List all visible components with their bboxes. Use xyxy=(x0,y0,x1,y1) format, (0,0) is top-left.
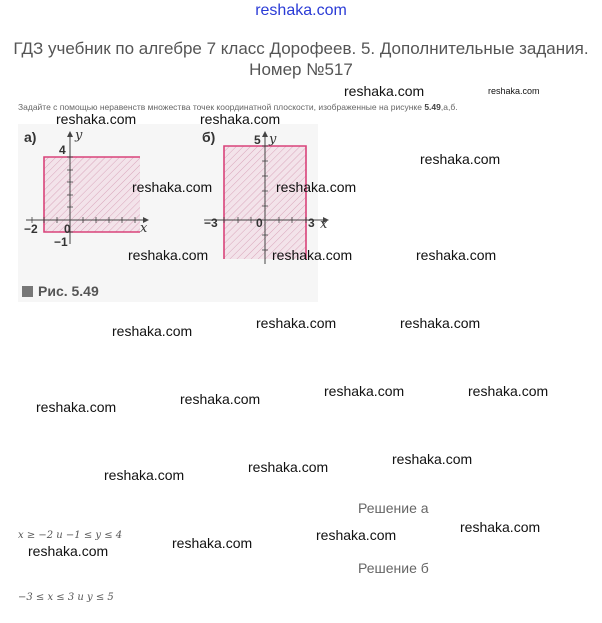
task-suffix: ,а,б. xyxy=(440,102,458,112)
caption-marker xyxy=(22,286,33,297)
watermark: reshaka.com xyxy=(468,383,549,399)
watermark: reshaka.com xyxy=(276,179,357,195)
y-label-a: y xyxy=(75,128,83,143)
watermark: reshaka.com xyxy=(316,527,397,543)
solution-b-heading: Решение б xyxy=(358,560,429,576)
tick-y-max-a: 4 xyxy=(59,143,66,157)
watermark: reshaka.com xyxy=(324,383,405,399)
figure-ref: 5.49 xyxy=(424,102,441,112)
origin-b: 0 xyxy=(256,216,263,230)
solution-b-formula: −3 ≤ x ≤ 3 и y ≤ 5 xyxy=(18,592,114,603)
watermark: reshaka.com xyxy=(172,535,253,551)
x-label-a: x xyxy=(140,221,148,236)
watermark: reshaka.com xyxy=(344,83,425,99)
figure xyxy=(18,124,328,302)
watermark: reshaka.com xyxy=(104,467,185,483)
watermark: reshaka.com xyxy=(488,86,540,96)
solution-a-formula: x ≥ −2 и −1 ≤ y ≤ 4 xyxy=(18,530,123,541)
watermark: reshaka.com xyxy=(180,391,261,407)
page-title: ГДЗ учебник по алгебре 7 класс Дорофеев. 5. Дополнительные задания. Номер №517 xyxy=(13,39,589,79)
tick-y-max-b: 5 xyxy=(254,133,261,147)
watermark: reshaka.com xyxy=(112,323,193,339)
graph-b xyxy=(202,129,328,264)
tick-y-min-a: −1 xyxy=(54,235,68,249)
caption-text: Рис. 5.49 xyxy=(38,283,99,299)
y-label-b: y xyxy=(269,132,277,147)
task-body: Задайте с помощью неравенств множества точек координатной плоскости, изображенные на рисунке xyxy=(18,102,425,112)
label-a: а) xyxy=(24,129,37,145)
watermark: reshaka.com xyxy=(460,519,541,535)
tick-x-min-a: −2 xyxy=(24,222,38,236)
watermark: reshaka.com xyxy=(420,151,501,167)
watermark: reshaka.com xyxy=(392,451,473,467)
site-link[interactable]: reshaka.com xyxy=(255,2,347,19)
tick-x-max-b: 3 xyxy=(308,216,315,230)
watermark: reshaka.com xyxy=(128,247,209,263)
watermark: reshaka.com xyxy=(416,247,497,263)
solution-a-heading: Решение а xyxy=(358,500,429,516)
watermark: reshaka.com xyxy=(56,111,137,127)
watermark: reshaka.com xyxy=(28,543,109,559)
figure-caption xyxy=(22,283,99,299)
watermark: reshaka.com xyxy=(256,315,337,331)
label-b: б) xyxy=(202,129,216,145)
watermark: reshaka.com xyxy=(200,111,281,127)
watermark: reshaka.com xyxy=(400,315,481,331)
tick-x-min-b: −3 xyxy=(204,216,218,230)
figure-graphs xyxy=(18,124,328,302)
watermark: reshaka.com xyxy=(248,459,329,475)
watermark: reshaka.com xyxy=(132,179,213,195)
origin-a: 0 xyxy=(64,222,71,236)
watermark: reshaka.com xyxy=(272,247,353,263)
graph-a xyxy=(24,128,148,249)
x-label-b: x xyxy=(320,217,328,232)
region-a xyxy=(44,157,140,232)
watermark: reshaka.com xyxy=(36,399,117,415)
